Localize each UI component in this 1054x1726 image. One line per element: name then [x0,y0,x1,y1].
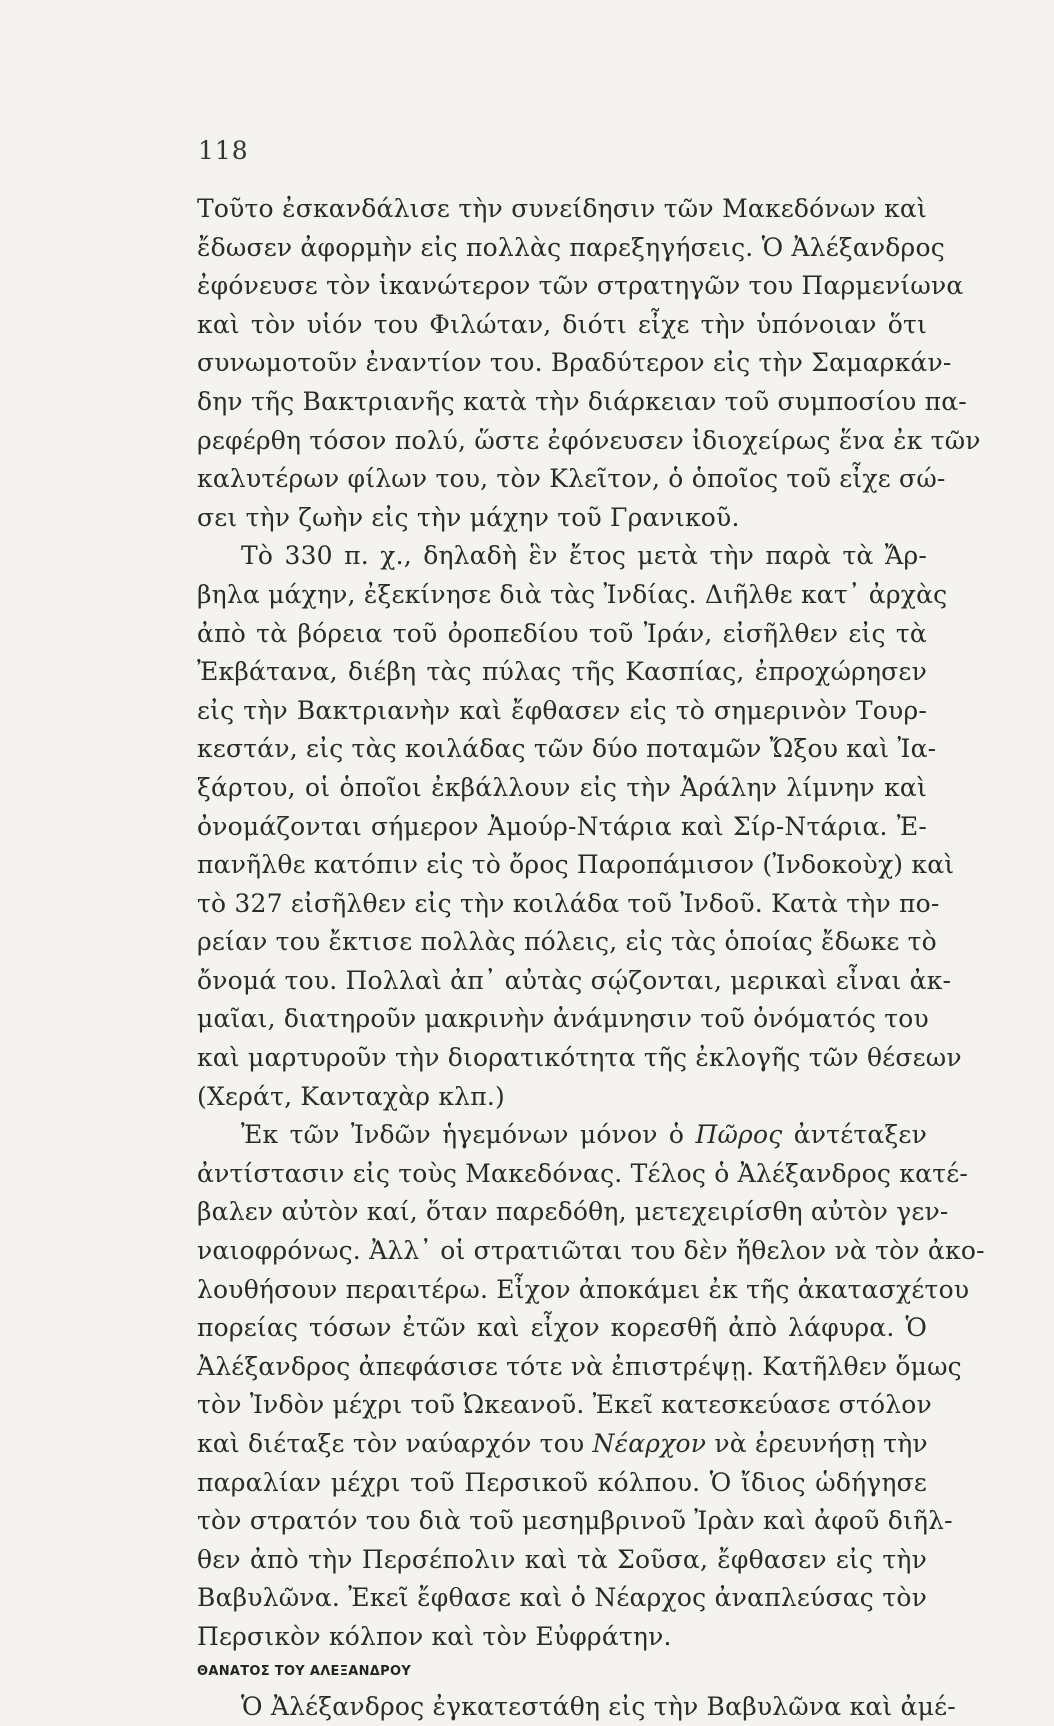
text-line: συνωμοτοῦν ἐναντίον του. Βραδύτερον εἰς τὴν Σαμαρκάν- [197,348,952,378]
text-line: βηλα μάχην, ἐξεκίνησε διὰ τὰς Ἰνδίας. Διῆλθε κατ᾽ ἀρχὰς [197,579,948,609]
text-line: Τοῦτο ἐσκανδάλισε τὴν συνείδησιν τῶν Μακεδόνων καὶ [197,194,927,223]
text-line: βαλεν αὐτὸν καί, ὅταν παρεδόθη, μετεχειρίσθη αὐτὸν γεν- [197,1197,949,1227]
text-line: Τὸ 330 π. χ., δηλαδὴ ἓν ἔτος μετὰ τὴν παρὰ τὰ Ἄρ- [241,541,927,571]
text-line: καὶ μαρτυροῦν τὴν διορατικότητα τῆς ἐκλογῆς τῶν θέσεων [197,1043,962,1073]
text-line: μαῖαι, διατηροῦν μακρινὴν ἀνάμνησιν τοῦ ὀνόματός του [197,1004,929,1034]
text-line: πορείας τόσων ἐτῶν καὶ εἶχον κορεσθῆ ἀπὸ λάφυρα. Ὁ [197,1313,927,1343]
text-line: εἰς τὴν Βακτριανὴν καὶ ἔφθασεν εἰς τὸ σημερινὸν Τουρ- [197,695,927,725]
text-line: δην τῆς Βακτριανῆς κατὰ τὴν διάρκειαν τοῦ συμποσίου πα- [197,386,967,416]
text-line: ξάρτου, οἱ ὁποῖοι ἐκβάλλουν εἰς τὴν Ἀράλην λίμνην καὶ [197,772,927,802]
text-line: ἀντίστασιν εἰς τοὺς Μακεδόνας. Τέλος ὁ Ἀλέξανδρος κατέ- [197,1158,969,1188]
text-line: καὶ τὸν υἱόν του Φιλώταν, διότι εἶχε τὴν ὑπόνοιαν ὅτι [197,309,927,339]
text-line: Ἀλέξανδρος ἀπεφάσισε τότε νὰ ἐπιστρέψῃ. Κατῆλθεν ὅμως [197,1351,962,1381]
text-line: ὄνομά του. Πολλαὶ ἀπ᾽ αὐτὰς σῴζονται, μερικαὶ εἶναι ἀκ- [197,965,952,995]
name-nearchus: Νέαρχον [592,1429,707,1458]
text-line: θεν ἀπὸ τὴν Περσέπολιν καὶ τὰ Σοῦσα, ἔφθασεν εἰς τὴν [197,1544,927,1574]
text-line: κεστάν, εἰς τὰς κοιλάδας τῶν δύο ποταμῶν Ὤξου καὶ Ἰα- [197,734,937,764]
text-line: λουθήσουν περαιτέρω. Εἶχον ἀποκάμει ἐκ τῆς ἀκατασχέτου [197,1274,970,1304]
text-line: ἔδωσεν ἀφορμὴν εἰς πολλὰς παρεξηγήσεις. Ὁ Ἀλέξανδρος [197,232,945,262]
text-fragment: Ἐκ τῶν Ἰνδῶν ἡγεμόνων μόνον ὁ [241,1120,696,1150]
section-heading: ΘΑΝΑΤΟΣ ΤΟΥ ΑΛΕΞΑΝΔΡΟΥ [197,1663,412,1679]
page-number: 118 [198,136,249,165]
text-line: (Χεράτ, Κανταχὰρ κλπ.) [197,1081,505,1111]
text-fragment: ἀντέταξεν [782,1120,927,1150]
name-porus: Πῶρος [695,1120,783,1150]
text-line: τὸν Ἰνδὸν μέχρι τοῦ Ὠκεανοῦ. Ἐκεῖ κατεσκεύασε στόλον [197,1390,932,1420]
text-line: πανῆλθε κατόπιν εἰς τὸ ὄρος Παροπάμισον (Ἰνδοκοὺχ) καὶ [197,850,955,880]
text-line: ρείαν του ἔκτισε πολλὰς πόλεις, εἰς τὰς ὁποίας ἔδωκε τὸ [197,927,937,957]
text-line [197,1425,927,1464]
text-line: τὸ 327 εἰσῆλθεν εἰς τὴν κοιλάδα τοῦ Ἰνδοῦ. Κατὰ τὴν πο- [197,888,940,918]
text-line: ὀνομάζονται σήμερον Ἀμούρ-Ντάρια καὶ Σίρ-Ντάρια. Ἐ- [197,811,927,841]
text-line: ναιοφρόνως. Ἀλλ᾽ οἱ στρατιῶται του δὲν ἤθελον νὰ τὸν ἀκο- [197,1236,985,1266]
text-line: σει τὴν ζωὴν εἰς τὴν μάχην τοῦ Γρανικοῦ. [197,502,740,532]
text-fragment: νὰ ἐρευνήσῃ τὴν [706,1429,928,1458]
text-line: καλυτέρων φίλων του, τὸν Κλεῖτον, ὁ ὁποῖος τοῦ εἶχε σώ- [197,464,946,494]
text-line: Ὁ Ἀλέξανδρος ἐγκατεστάθη εἰς τὴν Βαβυλῶνα καὶ ἀμέ- [241,1691,956,1721]
text-line: παραλίαν μέχρι τοῦ Περσικοῦ κόλπου. Ὁ ἴδιος ὡδήγησε [197,1467,927,1497]
text-line: ἐφόνευσε τὸν ἱκανώτερον τῶν στρατηγῶν του Παρμενίωνα [197,271,964,301]
text-line: Περσικὸν κόλπον καὶ τὸν Εὐφράτην. [197,1621,672,1651]
text-line [197,1116,927,1155]
text-line: Ἐκβάτανα, διέβη τὰς πύλας τῆς Κασπίας, ἐπροχώρησεν [197,657,927,687]
text-line: τὸν στρατόν του διὰ τοῦ μεσημβρινοῦ Ἰρὰν καὶ ἀφοῦ διῆλ- [197,1506,953,1536]
text-line: ἀπὸ τὰ βόρεια τοῦ ὀροπεδίου τοῦ Ἰράν, εἰσῆλθεν εἰς τὰ [197,618,927,648]
body-text [197,190,985,1726]
text-line: ρεφέρθη τόσον πολύ, ὥστε ἐφόνευσεν ἰδιοχείρως ἕνα ἐκ τῶν [197,425,981,455]
text-line: Βαβυλῶνα. Ἐκεῖ ἔφθασε καὶ ὁ Νέαρχος ἀναπλεύσας τὸν [197,1583,927,1613]
text-fragment: καὶ διέταξε τὸν ναύαρχόν του [197,1429,593,1458]
